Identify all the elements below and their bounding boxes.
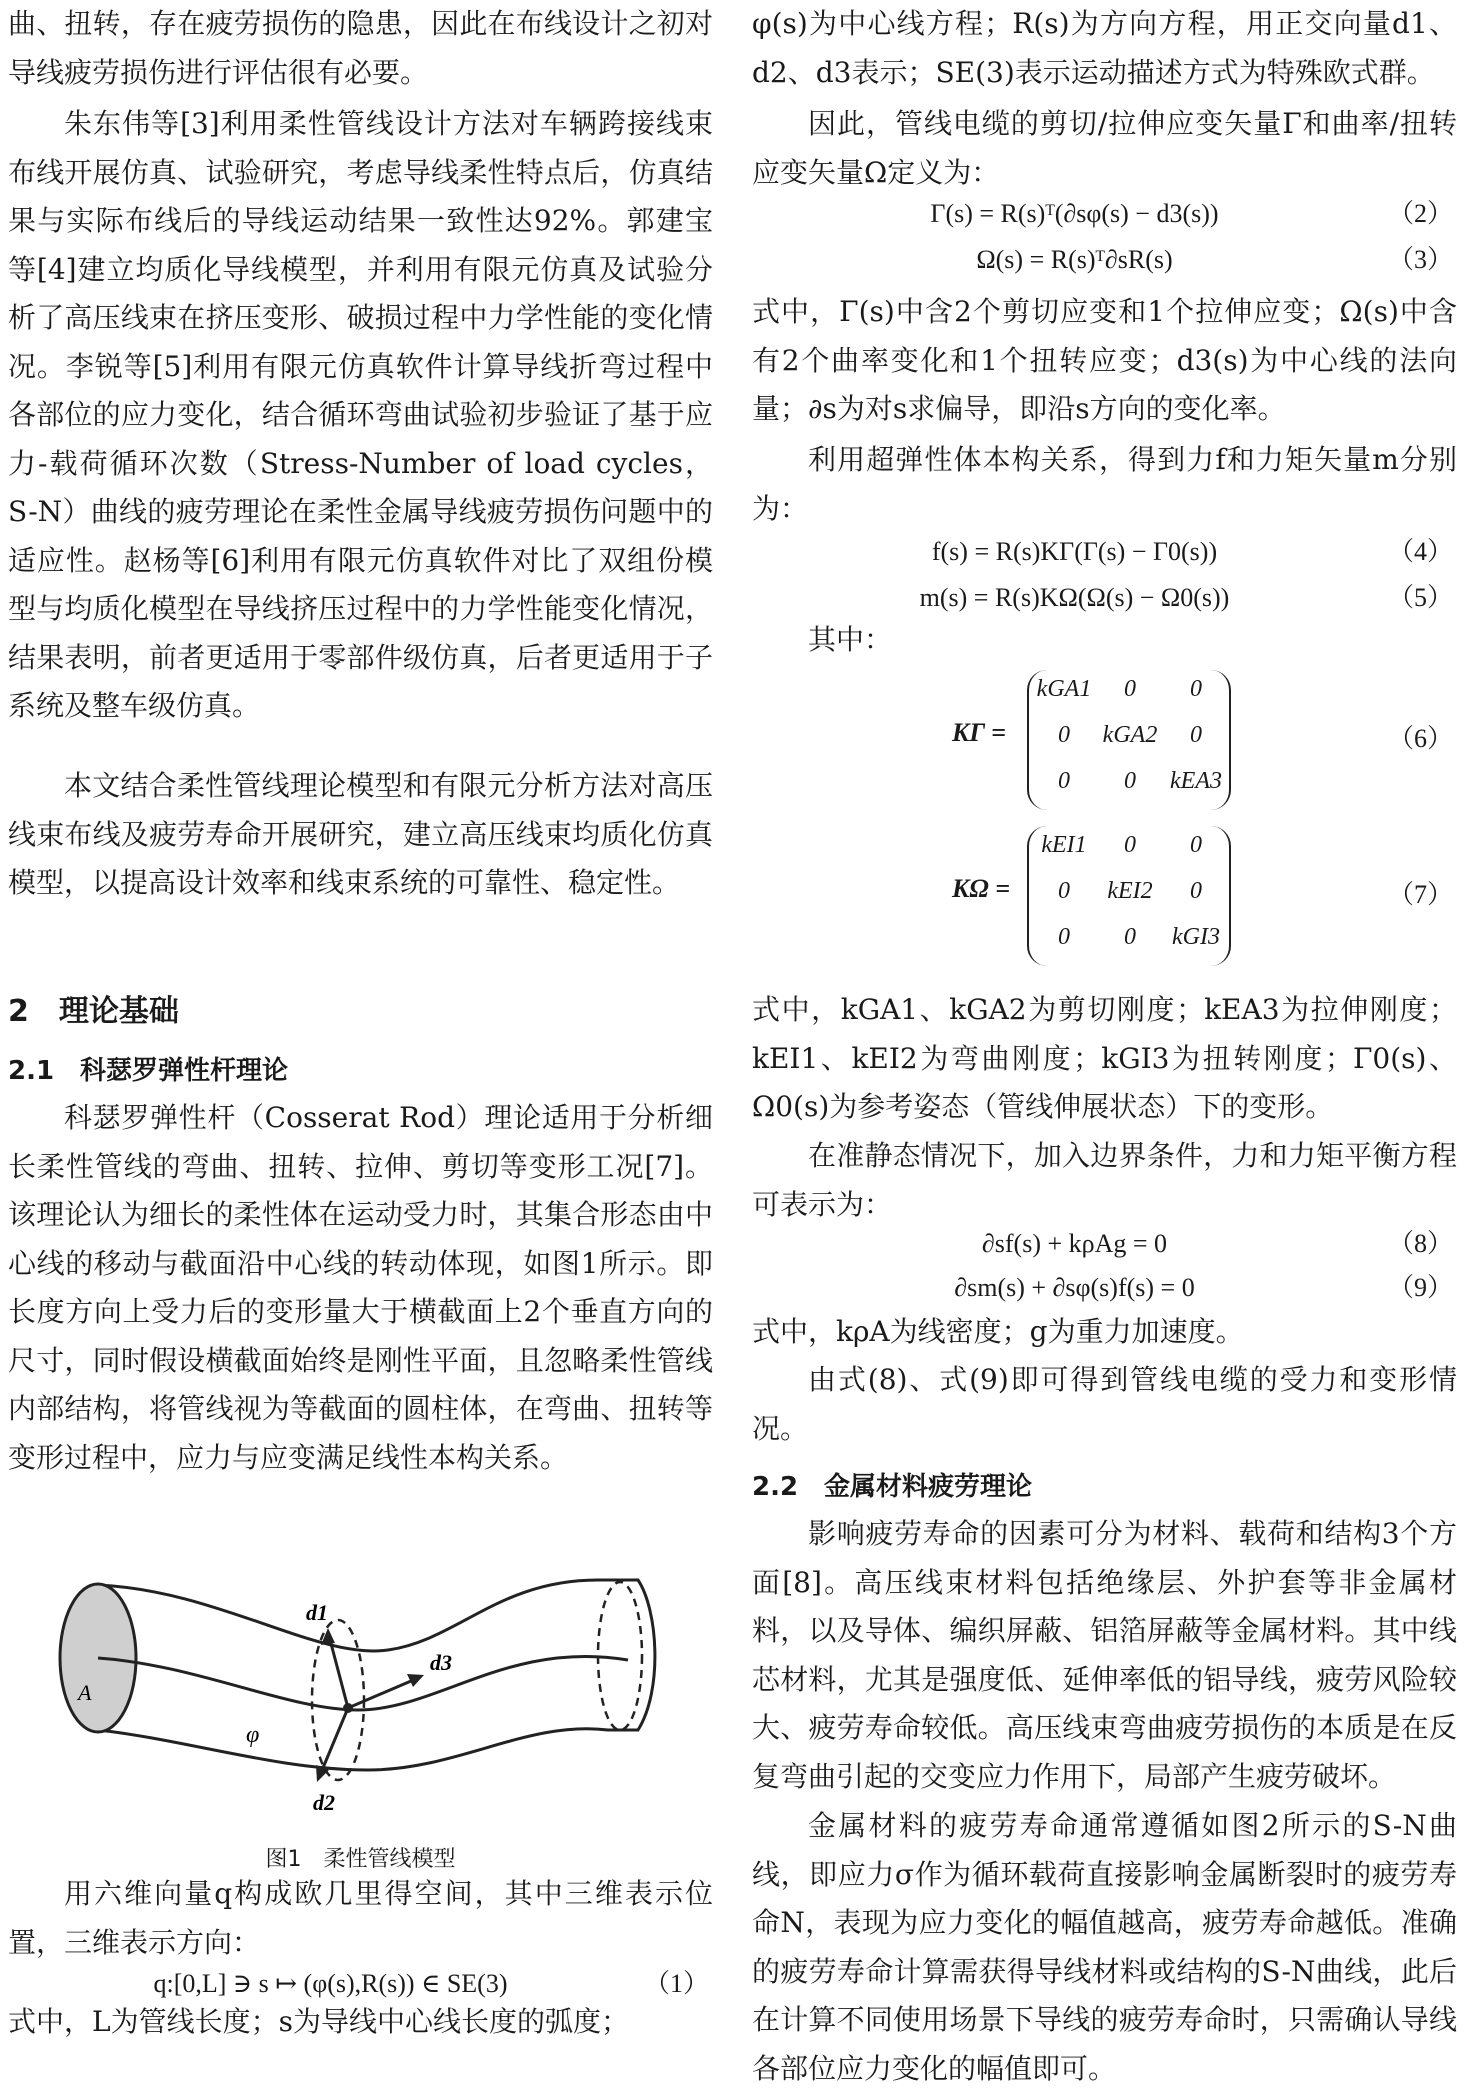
matrix-cell: kGA2: [1102, 722, 1158, 748]
matrix-cell: kGI3: [1172, 924, 1220, 950]
matrix-cell: 0: [1190, 878, 1202, 904]
equation-8: [752, 1222, 1457, 1266]
equation-number: （9）: [1387, 1273, 1453, 1302]
matrix-cell: 0: [1124, 924, 1136, 950]
matrix-cell: kEI1: [1041, 832, 1087, 858]
label-d3: d3: [430, 1650, 452, 1675]
equation-number: （8）: [1387, 1229, 1453, 1258]
equation-3: [752, 238, 1457, 282]
matrix-cell: 0: [1124, 768, 1136, 794]
matrix-cell: 0: [1190, 722, 1202, 748]
paragraph: 曲、扭转，存在疲劳损伤的隐患，因此在布线设计之初对导线疲劳损伤进行评估很有必要。: [8, 7, 713, 89]
equation-4: [752, 530, 1457, 574]
equation-body: f(s) = R(s)KΓ(Γ(s) − Γ0(s)): [931, 537, 1218, 566]
paragraph: 式中，kρA为线密度；g为重力加速度。: [752, 1315, 1244, 1348]
equation-number: （1）: [643, 1969, 709, 1998]
matrix-grid: [1027, 826, 1231, 966]
equation-5: [752, 576, 1457, 620]
figure-1: [38, 1570, 678, 1820]
matrix-cell: 0: [1058, 878, 1070, 904]
equation-number: （5）: [1387, 583, 1453, 612]
matrix-symbol: KΓ =: [952, 718, 1006, 747]
subsection-heading: 2.1 科瑟罗弹性杆理论: [8, 1056, 289, 1086]
paragraph: 式中，kGA1、kGA2为剪切刚度；kEA3为拉伸刚度；kEI1、kEI2为弯曲刚度；kGI3为扭转刚度；Γ0(s)、Ω0(s)为参考姿态（管线伸展状态）下的变形。: [752, 993, 1457, 1123]
paragraph: 在准静态情况下，加入边界条件，力和力矩平衡方程可表示为：: [752, 1139, 1457, 1221]
paragraph: 其中：: [808, 623, 893, 656]
matrix-cell: 0: [1058, 768, 1070, 794]
equation-2: [752, 192, 1457, 236]
paragraph: 因此，管线电缆的剪切/拉伸应变矢量Γ和曲率/扭转应变矢量Ω定义为：: [752, 107, 1457, 189]
equation-body: Ω(s) = R(s)ᵀ∂sR(s): [976, 245, 1173, 274]
paragraph: 朱东伟等[3]利用柔性管线设计方法对车辆跨接线束布线开展仿真、试验研究，考虑导线柔性特点后，仿真结果与实际布线后的导线运动结果一致性达92%。郭建宝等[4]建立均质化导线模型，并利用有限元仿真及试验分析了高压线束在挤压变形、破损过程中力学性能的变化情况。李锐等[5]利用有限元仿真软件计算导线折弯过程中各部位的应力变化，结合循环弯曲试验初步验证了基于应力-载荷循环次数（Stress-Number of load cycles，S-N）曲线的疲劳理论在柔性金属导线疲劳损伤问题中的适应性。赵杨等[6]利用有限元仿真软件对比了双组份模型与均质化模型在导线挤压过程中的力学性能变化情况，结果表明，前者更适用于零部件级仿真，后者更适用于子系统及整车级仿真。: [8, 107, 713, 722]
matrix-cell: kGA1: [1036, 676, 1092, 702]
matrix-cell: 0: [1124, 832, 1136, 858]
equation-number: （7）: [1387, 880, 1453, 909]
label-a: A: [78, 1680, 92, 1705]
equation-number: （2）: [1387, 199, 1453, 228]
equation-number: （6）: [1387, 724, 1453, 753]
matrix-cell: 0: [1058, 924, 1070, 950]
matrix-cell: 0: [1058, 722, 1070, 748]
equation-number: （4）: [1387, 537, 1453, 566]
equation-body: ∂sf(s) + kρAg = 0: [981, 1229, 1168, 1258]
figure-caption: 图1 柔性管线模型: [265, 1847, 456, 1872]
matrix-cell: kEI2: [1107, 878, 1153, 904]
equation-7: [752, 820, 1457, 970]
matrix-cell: 0: [1190, 832, 1202, 858]
paragraph: φ(s)为中心线方程；R(s)为方向方程，用正交向量d1、d2、d3表示；SE(3)表示运动描述方式为特殊欧式群。: [752, 7, 1457, 89]
equation-body: q:[0,L] ∋ s ↦ (φ(s),R(s)) ∈ SE(3): [153, 1969, 508, 1998]
paragraph: 科瑟罗弹性杆（Cosserat Rod）理论适用于分析细长柔性管线的弯曲、扭转、拉伸、剪切等变形工况[7]。该理论认为细长的柔性体在运动受力时，其集合形态由中心线的移动与截面沿中心线的转动体现，如图1所示。即长度方向上受力后的变形量大于横截面上2个垂直方向的尺寸，同时假设横截面始终是刚性平面，且忽略柔性管线内部结构，将管线视为等截面的圆柱体，在弯曲、扭转等变形过程中，应力与应变满足线性本构关系。: [8, 1101, 713, 1474]
matrix-grid: [1027, 670, 1231, 810]
matrix-cell: kEA3: [1170, 768, 1222, 794]
matrix-symbol: KΩ =: [952, 874, 1011, 903]
paragraph: 利用超弹性体本构关系，得到力f和力矩矢量m分别为：: [752, 443, 1457, 525]
equation-9: [752, 1266, 1457, 1310]
paragraph: 用六维向量q构成欧几里得空间，其中三维表示位置，三维表示方向：: [8, 1877, 713, 1959]
equation-body: ∂sm(s) + ∂sφ(s)f(s) = 0: [954, 1273, 1195, 1302]
paragraph: 影响疲劳寿命的因素可分为材料、载荷和结构3个方面[8]。高压线束材料包括绝缘层、外护套等非金属材料，以及导体、编织屏蔽、铝箔屏蔽等金属材料。其中线芯材料，尤其是强度低、延伸率低的铝导线，疲劳风险较大、疲劳寿命较低。高压线束弯曲疲劳损伤的本质是在反复弯曲引起的交变应力作用下，局部产生疲劳破坏。: [752, 1517, 1457, 1793]
matrix-cell: 0: [1124, 676, 1136, 702]
label-d1: d1: [306, 1600, 328, 1625]
equation-body: m(s) = R(s)KΩ(Ω(s) − Ω0(s)): [919, 583, 1230, 612]
paragraph: 本文结合柔性管线理论模型和有限元分析方法对高压线束布线及疲劳寿命开展研究，建立高压线束均质化仿真模型，以提高设计效率和线束系统的可靠性、稳定性。: [8, 769, 713, 899]
equation-body: Γ(s) = R(s)ᵀ(∂sφ(s) − d3(s)): [930, 199, 1219, 228]
matrix-cell: 0: [1190, 676, 1202, 702]
equation-6: [752, 664, 1457, 814]
paragraph: 式中，L为管线长度；s为导线中心线长度的弧度；: [8, 2005, 629, 2038]
label-d2: d2: [313, 1790, 335, 1815]
paragraph: 式中，Γ(s)中含2个剪切应变和1个拉伸应变；Ω(s)中含有2个曲率变化和1个扭转应变；d3(s)为中心线的法向量；∂s为对s求偏导，即沿s方向的变化率。: [752, 295, 1457, 425]
paragraph: 由式(8)、式(9)即可得到管线电缆的受力和变形情况。: [752, 1363, 1457, 1445]
paragraph: 金属材料的疲劳寿命通常遵循如图2所示的S-N曲线，即应力σ作为循环载荷直接影响金属断裂时的疲劳寿命N，表现为应力变化的幅值越高，疲劳寿命越低。准确的疲劳寿命计算需获得导线材料或结构的S-N曲线，此后在计算不同使用场景下导线的疲劳寿命时，只需确认导线各部位应力变化的幅值即可。: [752, 1809, 1457, 2085]
label-phi: φ: [246, 1722, 260, 1748]
subsection-heading: 2.2 金属材料疲劳理论: [752, 1472, 1033, 1502]
equation-number: （3）: [1387, 245, 1453, 274]
section-heading: 2 理论基础: [8, 994, 179, 1029]
flexible-tube-diagram: [38, 1570, 678, 1820]
